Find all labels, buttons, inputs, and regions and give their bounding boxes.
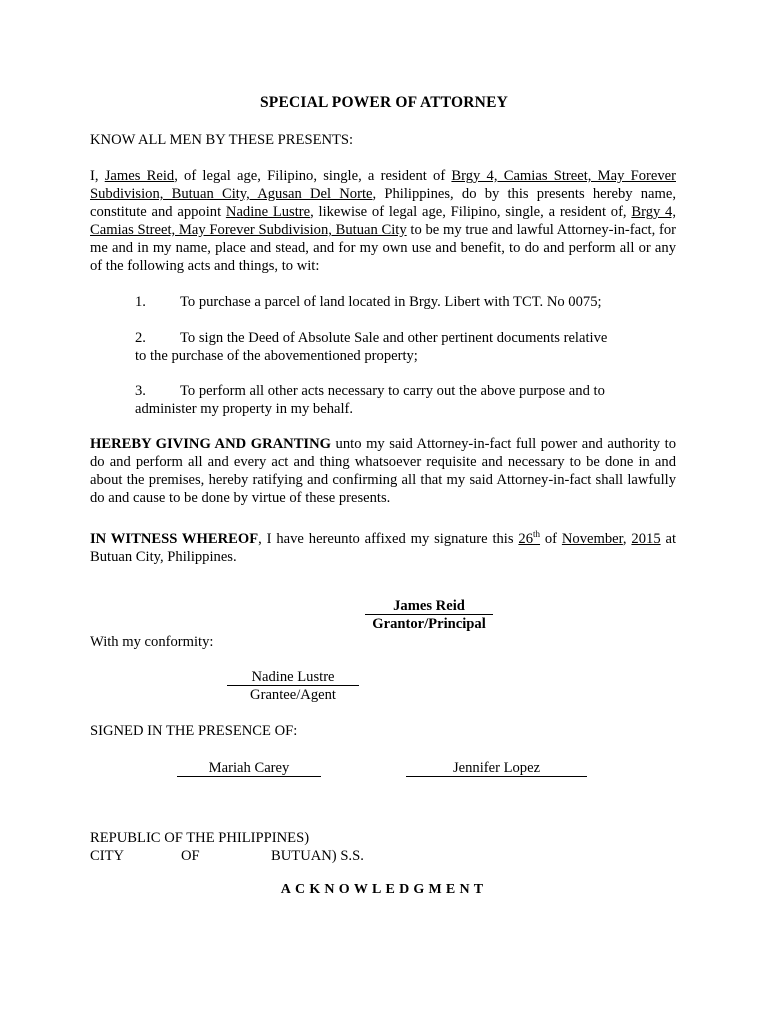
document-title: SPECIAL POWER OF ATTORNEY [259,94,509,111]
know-all-line: KNOW ALL MEN BY THESE PRESENTS: [90,132,354,148]
intro-text: , likewise of legal age, Filipino, single, a resident of, [310,204,632,220]
butuan-label: BUTUAN) S.S. [271,848,364,864]
witness-signature-2 [405,759,588,777]
acknowledgment-heading: ACKNOWLEDGMENT [280,882,488,897]
witness-text: , I have hereunto affixed my signature this [258,530,519,547]
hereby-text: unto my said Attorney-in-fact full power and authority to do and perform all and every act and thing whatsoever requisite and necessary to be done in and about the premises, hereby ratifying and confirming all that my said Attorney-in-fact shall lawfully do and cause to be done by virtue of these presents. [90,436,676,506]
item-text: administer my property in my behalf. [135,401,354,417]
grantor-signature-name: James Reid [365,598,493,615]
day-suffix: th [533,529,541,539]
of-label: OF [181,848,200,864]
signing-month: November [561,530,623,547]
intro-paragraph [90,167,676,275]
grantor-address: Brgy 4, Camias Street, May Forever Subdivision, Butuan City, Agusan Del Norte [90,168,676,202]
republic-line: REPUBLIC OF THE PHILIPPINES) [90,830,310,846]
list-item [135,293,635,311]
day-value: 26 [518,530,533,547]
grantor-signature-block [364,597,494,633]
city-label: CITY [90,848,125,864]
signing-day [518,531,540,547]
item-number: 2. [135,330,146,346]
conformity-line: With my conformity: [90,634,214,650]
intro-text: I, [90,168,105,184]
grantee-signature-block [226,668,360,704]
intro-text: , of legal age, Filipino, single, a resident of [174,168,452,184]
grantor-role: Grantor/Principal [372,616,486,632]
list-item [135,329,635,365]
witness-text: at Butuan City, Philippines. [90,530,676,565]
witness-text: of [540,530,562,547]
hereby-lead: HEREBY GIVING AND GRANTING [90,436,331,452]
intro-text: , Philippines, do by this presents hereby name, constitute and appoint [90,186,676,220]
item-text: To purchase a parcel of land located in Brgy. Libert with TCT. No 0075; [180,294,602,310]
item-number: 1. [135,294,146,310]
witness-paragraph [90,525,676,566]
witness-name: Mariah Carey [177,760,321,777]
item-text: To perform all other acts necessary to carry out the above purpose and to [180,383,605,399]
intro-text: to be my true and lawful Attorney-in-fact, for me and in my name, place and stead, and for my own use and benefit, to do and perform all or any of the following acts and things, to wit: [90,222,676,274]
witness-signature-1 [176,759,322,777]
signed-presence-line: SIGNED IN THE PRESENCE OF: [90,723,298,739]
grantee-signature-name: Nadine Lustre [227,669,359,686]
item-text: To sign the Deed of Absolute Sale and other pertinent documents relative [180,330,608,346]
grantee-name: Nadine Lustre [225,204,311,220]
list-item [135,382,635,418]
item-text: to the purchase of the abovementioned property; [135,348,418,364]
grantee-role: Grantee/Agent [250,687,336,703]
signing-year: 2015 [631,530,661,547]
witness-lead: IN WITNESS WHEREOF [90,530,259,547]
grantor-name: James Reid [104,168,175,184]
witness-name: Jennifer Lopez [406,760,587,777]
grantee-address: Brgy 4, Camias Street, May Forever Subdivision, Butuan City [90,204,676,238]
item-number: 3. [135,383,146,399]
hereby-paragraph [90,435,676,507]
witness-text: , [622,530,632,547]
